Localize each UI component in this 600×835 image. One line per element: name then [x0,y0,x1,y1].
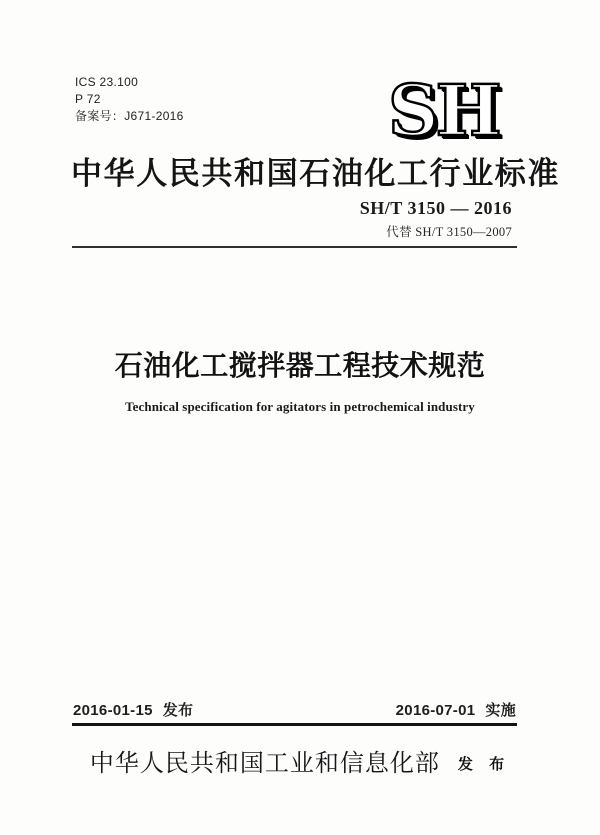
implement-date-pair [396,699,516,720]
standard-number: SH/T 3150 — 2016 [359,198,512,218]
footer-divider-line [72,723,517,726]
standard-number-block [360,198,512,240]
date-row [73,699,516,720]
issue-date-pair [73,699,193,720]
record-number: 备案号：J671-2016 [75,109,184,123]
issuer-name: 中华人民共和国工业和信息化部 [89,751,440,777]
issue-date: 2016-01-15 [73,702,153,719]
issuer-action-label: 发 布 [457,755,511,773]
meta-block [75,74,184,125]
ics-code: ICS 23.100 [75,75,139,89]
implement-date-label: 实施 [485,702,516,719]
replaces-note: 代替 SH/T 3150—2007 [386,225,512,239]
issuer-row [0,743,600,778]
classification-code: P 72 [75,92,101,106]
document-title-en: Technical specification for agitators in petrochemical industry [125,399,475,414]
issue-date-label: 发布 [162,702,194,719]
header-title: 中华人民共和国石油化工行业标准 [71,156,560,191]
document-title-zh: 石油化工搅拌器工程技术规范 [114,350,486,381]
implement-date: 2016-07-01 [395,702,476,719]
sh-logo: SH [388,69,499,152]
header-divider-line [72,246,517,248]
